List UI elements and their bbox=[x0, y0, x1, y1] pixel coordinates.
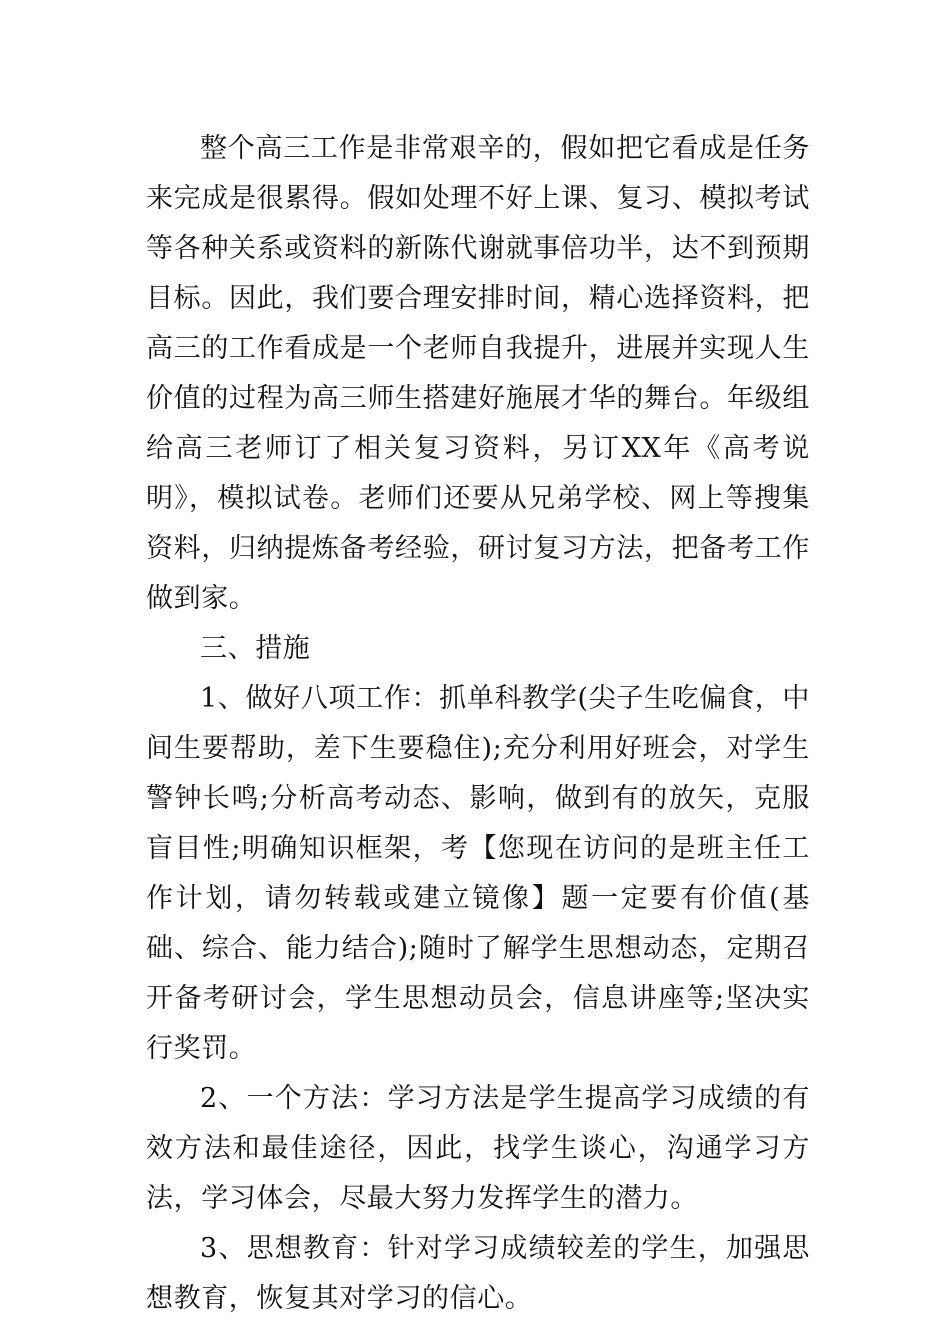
paragraph-intro: 整个高三工作是非常艰辛的，假如把它看成是任务来完成是很累得。假如处理不好上课、复习、模拟考试等各种关系或资料的新陈代谢就事倍功半，达不到预期目标。因此，我们要合理安排时间，精心选择资料，把高三的工作看成是一个老师自我提升，进展并实现人生价值的过程为高三师生搭建好施展才华的舞台。年级组给高三老师订了相关复习资料，另订XX年《高考说明》，模拟试卷。老师们还要从兄弟学校、网上等搜集资料，归纳提炼备考经验，研讨复习方法，把备考工作做到家。 bbox=[146, 133, 810, 614]
paragraph-measure-3: 3、思想教育：针对学习成绩较差的学生，加强思想教育，恢复其对学习的信心。 bbox=[146, 1233, 810, 1314]
paragraph-measure-2: 2、一个方法：学习方法是学生提高学习成绩的有效方法和最佳途径，因此，找学生谈心，沟通学习方法，学习体会，尽最大努力发挥学生的潜力。 bbox=[146, 1083, 810, 1214]
paragraph-measure-1: 1、做好八项工作：抓单科教学(尖子生吃偏食，中间生要帮助，差下生要稳住);充分利用好班会，对学生警钟长鸣;分析高考动态、影响，做到有的放矢，克服盲目性;明确知识框架，考【您现在访问的是班主任工作计划，请勿转载或建立镜像】题一定要有价值(基础、综合、能力结合);随时了解学生思想动态，定期召开备考研讨会，学生思想动员会，信息讲座等;坚决实行奖罚。 bbox=[146, 683, 810, 1064]
document-body bbox=[146, 124, 810, 1324]
section-heading-measures: 三、措施 bbox=[200, 633, 311, 664]
